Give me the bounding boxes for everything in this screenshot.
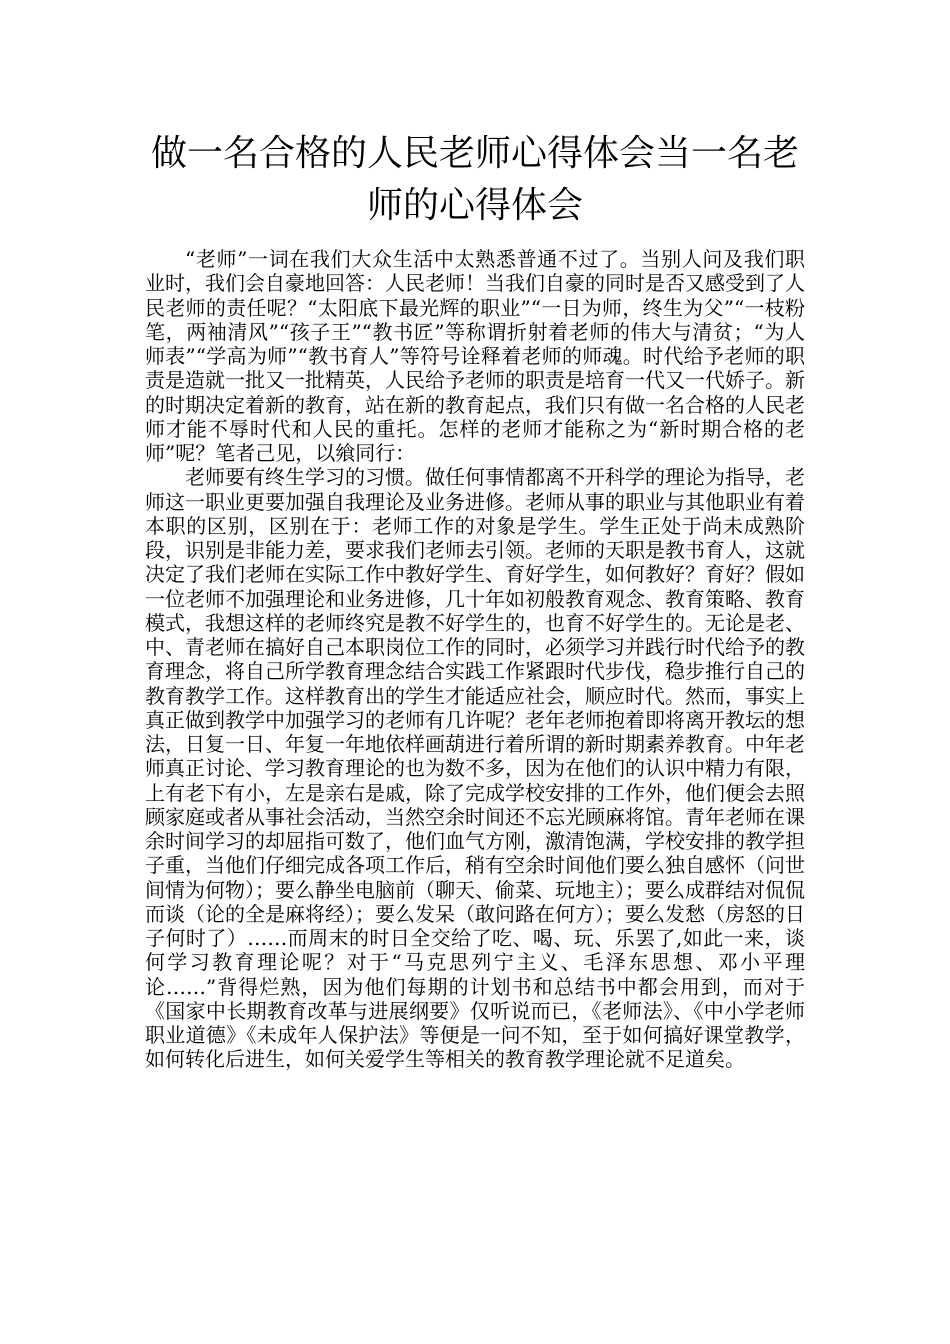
paragraph-intro: “老师”一词在我们大众生活中太熟悉普通不过了。当别人问及我们职业时，我们会自豪地回答：人民老师！当我们自豪的同时是否又感受到了人民老师的责任呢？“太阳底下最光辉的职业”“一日为师，终生为父”“一枝粉笔，两袖清风”“孩子王”“教书匠”等称谓折射着老师的伟大与清贫；“为人师表”“学高为师”“教书育人”等符号诠释着老师的师魂。时代给予老师的职责是造就一批又一批精英，人民给予老师的职责是培育一代又一代娇子。新的时期决定着新的教育，站在新的教育起点，我们只有做一名合格的人民老师才能不辱时代和人民的重托。怎样的老师才能称之为“新时期合格的老师”呢？笔者己见，以飨同行：: [145, 247, 805, 465]
document-body: [145, 247, 805, 1072]
document-title: 做一名合格的人民老师心得体会当一名老师的心得体会: [150, 133, 799, 226]
paragraph-lifelong-learning: 老师要有终生学习的习惯。做任何事情都离不开科学的理论为指导，老师这一职业更要加强自我理论及业务进修。老师从事的职业与其他职业有着本职的区别，区别在于：老师工作的对象是学生。学生正处于尚未成熟阶段，识别是非能力差，要求我们老师去引领。老师的天职是教书育人，这就决定了我们老师在实际工作中教好学生、育好学生，如何教好？育好？假如一位老师不加强理论和业务进修，几十年如初般教育观念、教育策略、教育模式，我想这样的老师终究是教不好学生的，也育不好学生的。无论是老、中、青老师在搞好自己本职岗位工作的同时，必须学习并践行时代给予的教育理念，将自己所学教育理念结合实践工作紧跟时代步伐，稳步推行自己的教育教学工作。这样教育出的学生才能适应社会，顺应时代。然而，事实上真正做到教学中加强学习的老师有几许呢？老年老师抱着即将离开教坛的想法，日复一日、年复一年地依样画葫进行着所谓的新时期素养教育。中年老师真正讨论、学习教育理论的也为数不多，因为在他们的认识中精力有限，上有老下有小，左是亲右是戚，除了完成学校安排的工作外，他们便会去照顾家庭或者从事社会活动，当然空余时间还不忘光顾麻将馆。青年老师在课余时间学习的却屈指可数了，他们血气方刚，激清饱满，学校安排的教学担子重，当他们仔细完成各项工作后，稍有空余时间他们要么独自感怀（问世间情为何物）；要么静坐电脑前（聊天、偷菜、玩地主）；要么成群结对侃侃而谈（论的全是麻将经）；要么发呆（敢问路在何方）；要么发愁（房怒的日子何时了）……而周末的时日全交给了吃、喝、玩、乐罢了,如此一来，谈何学习教育理论呢？对于“马克思列宁主义、毛泽东思想、邓小平理论……”背得烂熟，因为他们每期的计划书和总结书中都会用到，而对于《国家中长期教育改革与进展纲要》仅听说而已，《老师法》、《中小学老师职业道德》《未成年人保护法》等便是一问不知，至于如何搞好课堂教学，如何转化后进生，如何关爱学生等相关的教育教学理论就不足道矣。: [145, 465, 805, 1072]
